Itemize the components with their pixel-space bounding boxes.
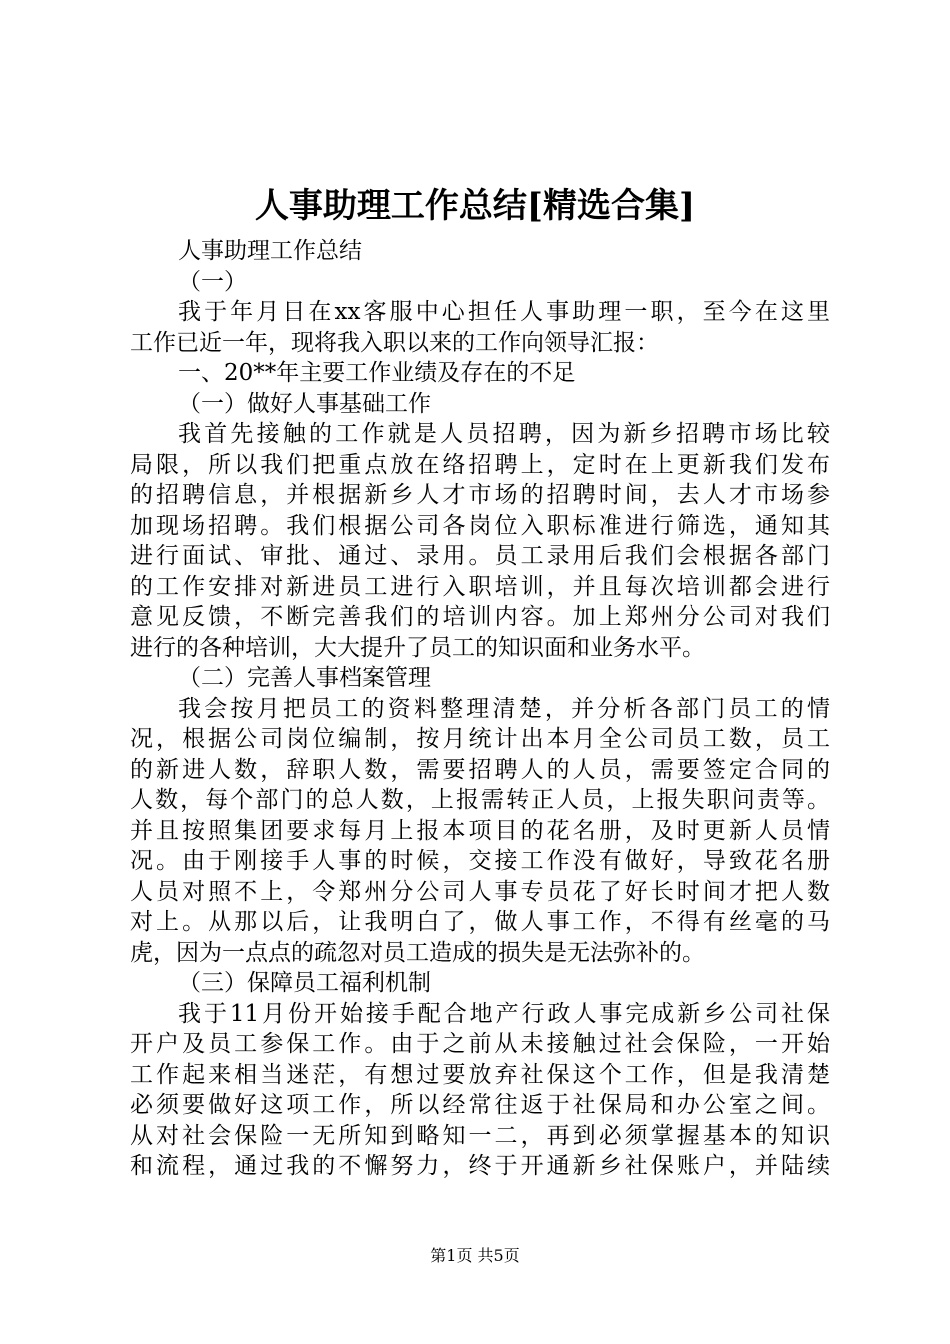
paragraph-line: 一、20**年主要工作业绩及存在的不足: [178, 360, 576, 386]
paragraph-line: 况。由于刚接手人事的时候，交接工作没有做好，导致花名册: [130, 848, 830, 874]
paragraph-line: 人数，每个部门的总人数，上报需转正人员，上报失职问责等。: [130, 787, 830, 813]
paragraph-line: 并且按照集团要求每月上报本项目的花名册，及时更新人员情: [130, 817, 830, 844]
paragraph-line: 的新进人数，辞职人数，需要招聘人的人员，需要签定合同的: [130, 756, 830, 783]
paragraph-line: 况，根据公司岗位编制，按月统计出本月全公司员工数，员工: [130, 726, 830, 752]
paragraph-line: 我于11月份开始接手配合地产行政人事完成新乡公司社保: [178, 1000, 830, 1027]
paragraph-line: 的招聘信息，并根据新乡人才市场的招聘时间，去人才市场参: [130, 482, 830, 508]
paragraph-line: 进行面试、审批、通过、录用。员工录用后我们会根据各部门: [130, 543, 830, 569]
paragraph-line: （一）做好人事基础工作: [178, 390, 431, 417]
paragraph-line: 局限，所以我们把重点放在络招聘上，定时在上更新我们发布: [130, 451, 830, 478]
paragraph-line: 我于年月日在xx客服中心担任人事助理一职，至今在这里: [178, 299, 830, 325]
paragraph-line: 加现场招聘。我们根据公司各岗位入职标准进行筛选，通知其: [130, 512, 830, 539]
paragraph-line: （二）完善人事档案管理: [178, 665, 431, 691]
paragraph-line: 进行的各种培训，大大提升了员工的知识面和业务水平。: [130, 634, 705, 661]
paragraph-line: 人事助理工作总结: [178, 238, 362, 264]
paragraph-line: 虎，因为一点点的疏忽对员工造成的损失是无法弥补的。: [130, 939, 705, 966]
paragraph-line: 意见反馈，不断完善我们的培训内容。加上郑州分公司对我们: [130, 604, 830, 630]
page-footer: 第1页 共5页: [430, 1246, 520, 1265]
paragraph-line: 开户及员工参保工作。由于之前从未接触过社会保险，一开始: [130, 1031, 830, 1057]
paragraph-line: 必须要做好这项工作，所以经常往返于社保局和办公室之间。: [130, 1092, 830, 1118]
paragraph-line: 和流程，通过我的不懈努力，终于开通新乡社保账户，并陆续: [130, 1153, 830, 1179]
paragraph-line: 从对社会保险一无所知到略知一二，再到必须掌握基本的知识: [130, 1122, 830, 1149]
paragraph-line: 工作起来相当迷茫，有想过要放弃社保这个工作，但是我清楚: [130, 1061, 830, 1088]
document-body: [130, 236, 830, 1182]
paragraph-line: 我首先接触的工作就是人员招聘，因为新乡招聘市场比较: [178, 421, 830, 447]
paragraph-line: （三）保障员工福利机制: [178, 970, 431, 996]
paragraph-line: 对上。从那以后，让我明白了，做人事工作，不得有丝毫的马: [130, 909, 830, 935]
paragraph-line: 人员对照不上，令郑州分公司人事专员花了好长时间才把人数: [130, 878, 830, 905]
paragraph-line: 的工作安排对新进员工进行入职培训，并且每次培训都会进行: [130, 573, 830, 600]
paragraph-line: 工作已近一年，现将我入职以来的工作向领导汇报：: [130, 329, 659, 356]
paragraph-line: （一）: [178, 268, 247, 295]
document-title: 人事助理工作总结[精选合集]: [254, 186, 696, 226]
paragraph-line: 我会按月把员工的资料整理清楚，并分析各部门员工的情: [178, 695, 830, 722]
